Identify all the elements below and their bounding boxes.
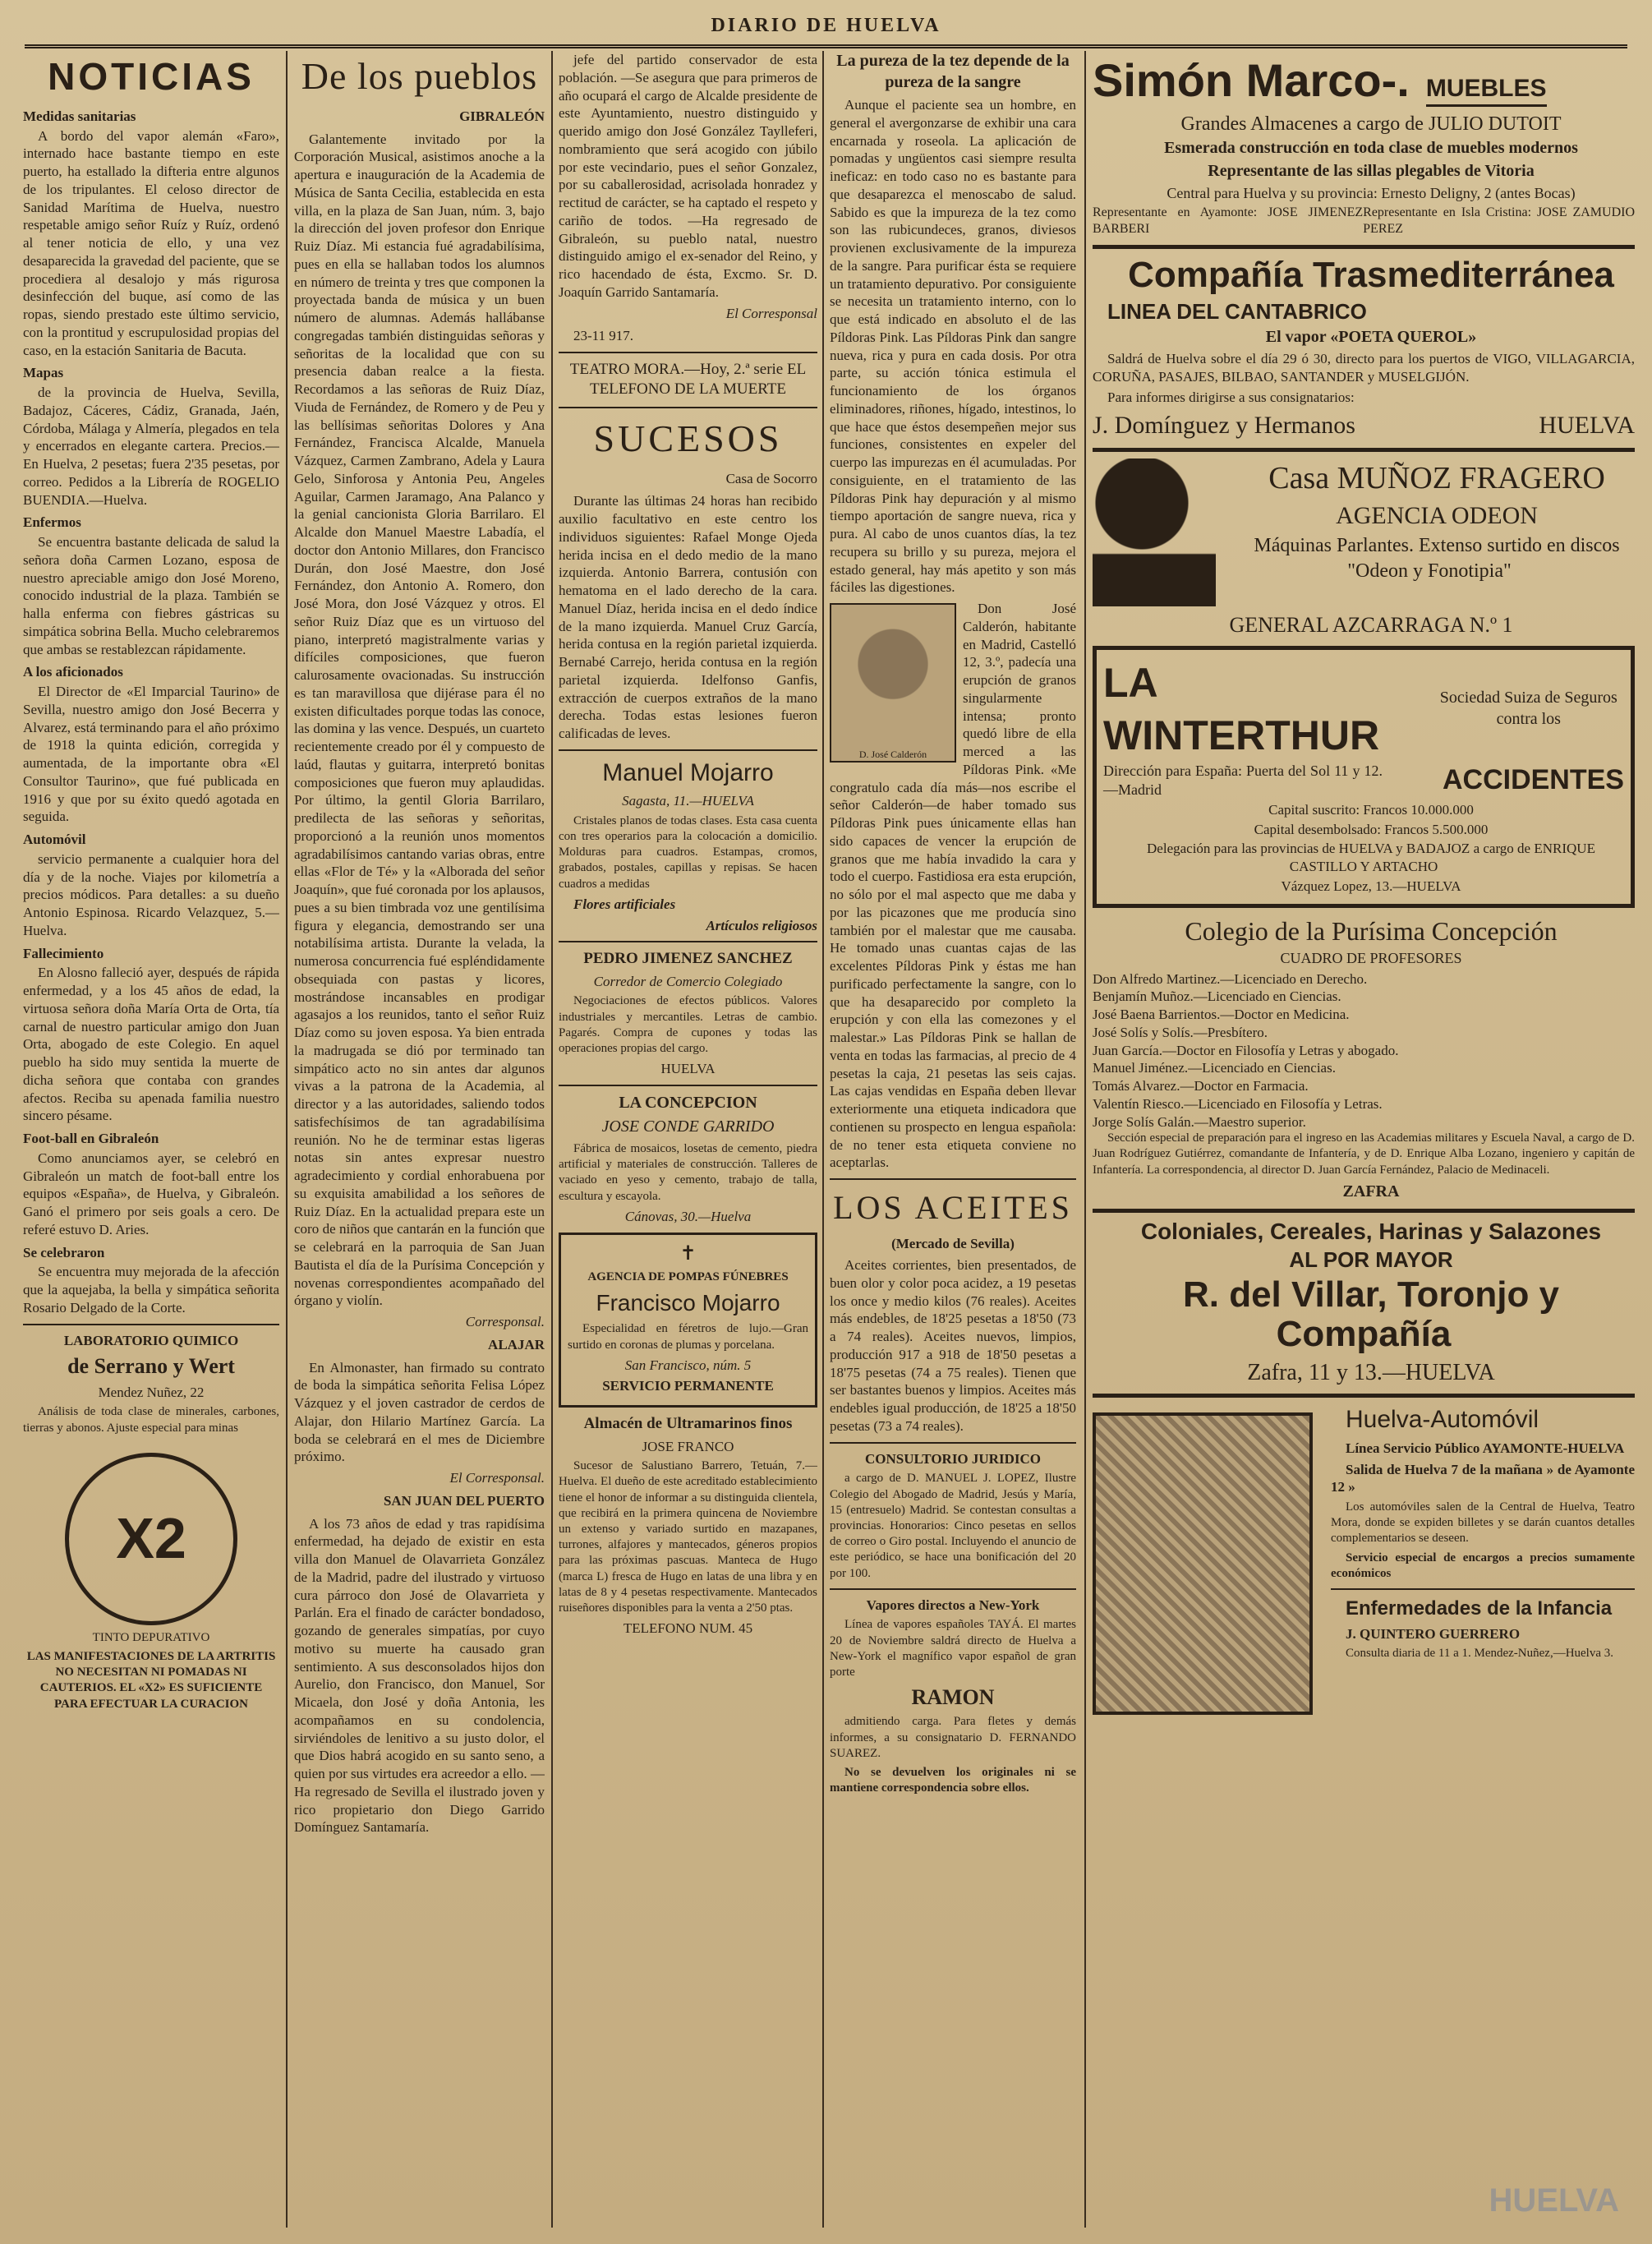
profesor-line: José Solís y Solís.—Presbítero. <box>1093 1024 1268 1040</box>
ad-villar-sub: AL POR MAYOR <box>1289 1247 1453 1273</box>
funeral-name: Francisco Mojarro <box>596 1290 780 1316</box>
ad-cia-line: LINEA DEL CANTABRICO <box>1107 298 1367 324</box>
profesor-line: Tomás Alvarez.—Doctor en Farmacia. <box>1093 1078 1309 1094</box>
ad-villar-name: R. del Villar, Toronjo y Compañía <box>1182 1274 1560 1355</box>
funeral-text: Especialidad en féretros de lujo.—Gran surtido en coronas de plumas y porcelana. <box>568 1322 808 1352</box>
cross-icon: ✝ <box>679 1242 697 1265</box>
divider <box>1093 245 1635 249</box>
ad-simon-text1: Esmerada construcción en toda clase de muebles modernos <box>1164 139 1578 158</box>
ad-concepcion-text: Fábrica de mosaicos, losetas de cemento, piedra artificial y materiales de construcción. Talleres de vaciado en yeso y cemento, trabajo de talla, escultura y escayola. <box>559 1142 817 1203</box>
lab-text: Análisis de toda clase de minerales, carbones, tierras y abonos. Ajuste especial para minas <box>23 1405 279 1435</box>
news-item-heading: Se celebraron <box>23 1244 105 1260</box>
signature: Corresponsal. <box>465 1314 545 1330</box>
profesor-line: Benjamín Muñoz.—Licenciado en Ciencias. <box>1093 988 1341 1005</box>
lab-name: de Serrano y Wert <box>67 1354 235 1379</box>
column-anuncios <box>1093 51 1635 2228</box>
divider <box>1093 1209 1635 1213</box>
column-rule <box>822 51 824 2228</box>
ad-wint-acc: ACCIDENTES <box>1442 763 1624 795</box>
ad-concepcion-name: JOSE CONDE GARRIDO <box>601 1117 775 1136</box>
profesor-line: Jorge Solís Galán.—Maestro superior. <box>1093 1113 1306 1130</box>
ad-wint-title: LA WINTERTHUR <box>1103 659 1380 758</box>
news-item-heading: Foot-ball en Gibraleón <box>23 1131 159 1147</box>
pureza-testimonial: Don José Calderón, habitante en Madrid, Castelló 12, 3.º, padecía una erupción de granos singularmente intensa; pronto quedó libre de ella merced a las Píldoras Pink. «Me congratulo cada día más—nos escribe el señor Calderón—de haber tomado sus Píldoras Pink pues únicamente ellas han sido capaces de vencer la erupción de granos que me había invadido la cara y todo el cuerpo. Fastidiosa era esta erupción, no sólo por el mal aspecto que me daba y por las picazones que me producía sino también por el malestar que me causaba. He tomado unas cuantas cajas de las excelentes Píldoras Pink y éstas me han purificado perfectamente la sangre, con lo que ha desaparecido por completo la erupción y con ella las comezones y el malestar.» Las Píldoras Pink se hallan de venta en todas las farmacias, al precio de 4 pesetas la caja, 21 pesetas las seis cajas. Las cajas vendidas en España deben llevar exteriormente una etiqueta indicadora que contienen su prospecto en lengua española: de no tener esta etiqueta conviene no aceptarlas. <box>830 601 1076 1171</box>
news-item-heading: A los aficionados <box>23 664 123 680</box>
place-san-juan: SAN JUAN DEL PUERTO <box>383 1492 545 1509</box>
ad-auto-line: Línea Servicio Público AYAMONTE-HUELVA <box>1346 1440 1625 1456</box>
ad-casa-title: Casa MUÑOZ FRAGERO <box>1268 461 1605 496</box>
portrait-image <box>830 603 956 763</box>
profesor-line: Manuel Jiménez.—Licenciado en Ciencias. <box>1093 1060 1336 1076</box>
funeral-head: AGENCIA DE POMPAS FÚNEBRES <box>587 1270 789 1284</box>
signature: El Corresponsal <box>725 305 817 321</box>
ad-simon-sub: Grandes Almacenes a cargo de JULIO DUTOIT <box>1180 113 1562 135</box>
portrait-caption: D. José Calderón <box>858 748 927 760</box>
ad-simon-reps <box>1093 205 1635 238</box>
vapores-ship: RAMON <box>911 1685 995 1710</box>
ad-concepcion-address: Cánovas, 30.—Huelva <box>624 1208 752 1224</box>
ad-colegio-profesores <box>1093 970 1635 1131</box>
news-item-text: de la provincia de Huelva, Sevilla, Badajoz, Cáceres, Cádiz, Granada, Jaén, Córdoba, Málaga y Almería, plegados en tela y encerrados en elegante cartera. Precios.—En Huelva, 2 pesetas; fuera 2'35 pesetas, por correo. Pedidos a la Librería de ROGELIO BUENDIA.—Huelva. <box>23 385 279 508</box>
news-item-text: A bordo del vapor alemán «Faro», internado hace bastante tiempo en este puerto, ha estallado la difteria entre algunos de los tripulantes. El celoso director de Sanidad Marítima de Huelva, nuestro respetable amigo señor Ruíz y Ruíz, ordenó al tener noticia de ello, y una vez desaparecida la gravedad del paciente, que se procediera al desalojo y más rigurosa desinfección del buque, así como de las ropas, siendo prestado este último servicio, con la prontitud y escrupulosidad propias del caso, en la estación Sanitaria de Bacuta. <box>23 127 279 358</box>
ad-simon-tag: MUEBLES <box>1426 73 1547 107</box>
ad-cia-agent: J. Domínguez y Hermanos <box>1093 412 1355 440</box>
news-item-heading: Fallecimiento <box>23 945 104 961</box>
ad-mojarro-text: Cristales planos de todas clases. Esta casa cuenta con tres operarios para la colocación a domicilio. Molduras para cuadros. Estampas, cromos, grabados, postales, capillas y repisas. Se hacen cuadros a medidas <box>559 813 817 891</box>
footnote: No se devuelven los originales ni se mantiene correspondencia sobre ellos. <box>830 1766 1076 1795</box>
vapores-title: Vapores directos a New-York <box>866 1597 1040 1613</box>
lab-title: LABORATORIO QUIMICO <box>63 1332 239 1348</box>
ad-pjs-city: HUELVA <box>660 1061 716 1077</box>
ad-cia-ship: El vapor «POETA QUEROL» <box>1265 328 1477 347</box>
column-rule <box>551 51 553 2228</box>
ad-almacen-title: Almacén de Ultramarinos finos <box>583 1415 793 1433</box>
news-item-text: El Director de «El Imparcial Taurino» de Sevilla, nuestro amigo don José Becerra y Alvarez, está terminando para el año próximo de 1918 la quinta edición, corregida y aumentada, de la importante obra «El Consultor Taurino», que fué publicada en 1916 y que por su éxito quedó agotada en seguida. <box>23 684 279 825</box>
ad-auto-salidas: Salida de Huelva 7 de la mañana » de Ayamonte 12 » <box>1331 1461 1635 1495</box>
ad-enf-text: Consulta diaria de 11 a 1. Mendez-Nuñez,—Huelva 3. <box>1346 1647 1614 1661</box>
aceites-sub: (Mercado de Sevilla) <box>891 1236 1015 1252</box>
column-sucesos <box>559 51 817 2228</box>
divider <box>830 1178 1076 1180</box>
pureza-text: Aunque el paciente sea un hombre, en general el avergonzarse de exhibir una cara encarnada y roseola. La aplicación de pomadas y ungüentos casi siempre resulta ineficaz: en todo caso no es bastante para que desaparezca el menoscabo de salud. Sabido es que la impureza de la tez como son las rubicundeces, granos, diviesos provienen exclusivamente de la impureza de la sangre. Para purificar ésta se requiere un tratamiento depurativo. Por consiguiente se necesita un tratamiento interno, con lo que está indicado en absoluto el de las Píldoras Pink. Las Píldoras Pink dan sangre nueva, rica y pura en cada dosis. Por otra parte, su acción tónica estimula el funcionamiento de los órganos eliminadores, riñones, hígado, intestinos, lo que hace que éstos desempeñen mejor sus funciones, consistentes en expeler del cuerpo las impurezas en él acumuladas. Por consiguiente, en el tratamiento de las Píldoras Pink hay depuración y al mismo tiempo aportación de sangre nueva, rica y pura. Al cabo de unos cuantos días, la tez recupera su brillo y su pureza, mejora el estado general, hay más apetito y son más fáciles las digestiones. <box>830 97 1076 596</box>
ad-casa-address: GENERAL AZCARRAGA N.º 1 <box>1229 613 1513 638</box>
ad-auto-encargos: Servicio especial de encargos a precios sumamente económicos <box>1331 1551 1635 1580</box>
column-pueblos <box>294 51 545 2228</box>
article-gibraleon: Galantemente invitado por la Corporación Musical, asistimos anoche a la apertura e inauguración de la Academia de Música de Santa Cecilia, establecida en esta villa, en la plaza de San Juan, núm. 3, bajo la dirección del joven profesor don Enrique Ruiz Díaz. Mi estancia fué agradabilísima, pues en ella se hallaban todos los alumnos en número de treinta y tres que componen la proyectada banda de música y un buen número de alumnas. Además hallábanse congregadas también distinguidas señoras y señoritas de la localidad que con su presencia daban realce a la fiesta. Recordamos a las señoras de Ruiz Díaz, Viuda de Fernández, de Romero y de Peu y las bellísimas señoritas Dolores y Ana Fernández, Francisca Alcalde, Manuela Vázquez, Carmen Zambrano, Adela y Laura Gelo, Sinforosa y Antonia Peu, Angeles Aguilar, Carmen Jaramago, Ana Palanco y la genial cancionista Gloria Barrilaro. El Alcalde don Manuel Maestre Labadía, el doctor don Antonio Millares, don Francisco Durán, don José Maestre, don José Fernández, don Antonio A. Romero, don José Mora, don José Vázquez y otros. El señor Ruiz Díaz que es un virtuoso del piano, interpretó magistralmente varias y difíciles composiciones, que fueron calurosamente ovacionadas. Su instrucción es tan maravillosa que dijérase para él no existen dificultades porque todas las conoce, las domina y las vence. Después, un cuarteto recientemente creado por él y compuesto de laúd, flautas y guitarra, interpretó bonitas composiciones que fueron muy aplaudidas. Por último, la gentil Gloria Barrilaro, predilecta de las señoras y señoritas, proporcionó a la reunión unos momentos agradabilísimos cantando varias obras, entre ellas «Flor de Té» y la «Alborada del señor Joaquín», que fué coronada por los aplausos, pues a su bien timbrada voz une gentilísima figura y elegancia, demostrando ser una notabilísima artista. Durante la velada, la numerosa concurrencia fué espléndidamente obsequiada con pastas y licores, mostrándose incansables en prodigar agasajos a los reunidos, tanto el señor Ruiz Díaz como su joven esposa. Ya bien entrada la madrugada se dió por terminado tan simpático acto no sin antes dar algunos vivas a la patrona de la Academia, al director y a las autoridades, saliendo todos satisfechísimos de tan agradabilísima reunión. No he de terminar estas ligeras notas sin antes expresar nuestro agradecimiento y cordial enhorabuena por su exquisita amabilidad a los señores de Ruiz Díaz. En la actualidad prepara este un coro de niños que cantarán en la función que se celebrará en la parroquia de San Juan Bautista el día de la Purísima Concepción y novenas correspondientes acompañado del órgano y violín. <box>294 131 545 1309</box>
profesor-line: Valentín Riesco.—Licenciado en Filosofía y Letras. <box>1093 1095 1383 1112</box>
section-title-noticias: NOTICIAS <box>48 55 255 98</box>
lab-address: Mendez Nuñez, 22 <box>98 1384 205 1400</box>
news-item-text: Como anunciamos ayer, se celebró en Gibraleón un match de foot-ball entre los equipos «España», de Huelva, y Gibraleón. Ganó el primero por seis goals a cero. De referé estuvo D. Aries. <box>23 1150 279 1237</box>
column-rule <box>286 51 288 2228</box>
consultorio-text: a cargo de D. MANUEL J. LOPEZ, Ilustre Colegio del Abogado de Madrid, Jesús y María, 15 (entresuelo) Madrid. Se contestan consultas a provincias. Honorarios: Cinco pesetas en sellos de correo o Giro postal. Incluyendo el anuncio de este periódico, se hace una bonificación del 20 por 100. <box>830 1472 1076 1580</box>
article-san-juan: A los 73 años de edad y tras rapidísima enfermedad, ha dejado de existir en esta villa don Manuel de Olavarrieta González de la Madrid, padre del ilustrado y virtuoso cura párroco don José de Olavarrieta y Parlán. Era el finado de carácter bondadoso, gozando de generales simpatías, por cuyo motivo su muerte ha causado gran sentimiento. A sus desconsolados hijos don Aurelio, don Francisco, don Manuel, Sor Micaela, don José y doña Antonia, les acompañamos en su condolencia, sirviéndoles de lenitivo a su justo dolor, el que Dios habrá acogido en su santo seno, a quien por sus virtudes era acreedor a ello. —Ha regresado de Sevilla el ilustrado joven y rico propietario don Diego Garrido Domínguez Santamaría. <box>294 1515 545 1836</box>
column-pureza <box>830 51 1076 2228</box>
ad-enf-title: Enfermedades de la Infancia <box>1346 1597 1613 1620</box>
ad-casa-text: Máquinas Parlantes. Extenso surtido en discos "Odeon y Fonotipia" <box>1254 535 1620 583</box>
news-item-heading: Automóvil <box>23 832 86 848</box>
ad-concepcion-title: LA CONCEPCION <box>619 1093 757 1112</box>
ad-simon-rep2: Representante en Isla Cristina: JOSE ZAMUDIO PEREZ <box>1363 205 1635 237</box>
signature: El Corresponsal. <box>449 1470 545 1486</box>
ad-auto-title: Huelva-Automóvil <box>1346 1406 1539 1434</box>
ad-flores: Flores artificiales <box>573 896 676 912</box>
ad-auto-text: Los automóviles salen de la Central de Huelva, Teatro Mora, donde se expiden billetes y se darán cuantos detalles complementarios se deseen. <box>1331 1500 1635 1546</box>
ad-huelva-automovil <box>1331 1404 1635 1661</box>
stamp-mark: X2 <box>116 1505 186 1570</box>
ad-wint-row <box>1103 762 1624 799</box>
ad-simon-text2: Representante de las sillas plegables de Vitoria <box>1208 161 1535 180</box>
article-continued: jefe del partido conservador de esta población. —Se asegura que para primeros de año ocupará el cargo de Alcalde presidente de este Ayuntamiento, nuestro distinguido y querido amigo don José González Taylleferi, nombramiento que será acogido con júbilo por este vecindario, pues el señor Gonzalez, por su caballerosidad, acrisolada honradez y rectitud de carácter, se ha captado el respeto y cariño de todos. —Ha regresado de Gibraleón, su pueblo natal, nuestro distinguido amigo el ex-senador del Reino, y rico hacendado de ésta, Excmo. Sr. D. Joaquín Garrido Santamaría. <box>559 52 817 300</box>
ad-winterthur <box>1093 646 1635 908</box>
depurativo-stamp <box>65 1453 237 1625</box>
ad-mojarro-address: Sagasta, 11.—HUELVA <box>622 793 754 809</box>
ad-villar-addr: Zafra, 11 y 13.—HUELVA <box>1247 1359 1495 1385</box>
ad-colegio-text: Sección especial de preparación para el ingreso en las Academias militares y Escuela Naval, a cargo de D. Juan Rodríguez Gutiérrez, comandante de Infantería, y de D. Enrique Alba Lozano, ingeniero y capitán de Infantería. La correspondencia, al director D. Juan García Fernández, Palacio de Medinaceli. <box>1093 1131 1635 1177</box>
ad-casa-sub: AGENCIA ODEON <box>1336 502 1538 530</box>
news-items <box>23 108 279 1317</box>
place-alajar: ALAJAR <box>488 1336 545 1352</box>
ad-simon-rep1: Representante en Ayamonte: JOSE JIMENEZ BARBERI <box>1093 205 1364 237</box>
divider <box>1093 1394 1635 1398</box>
date-line: 23-11 917. <box>573 328 634 344</box>
news-item-heading: Mapas <box>23 365 64 381</box>
section-title-sucesos: SUCESOS <box>593 417 783 459</box>
ad-cia-agent-row <box>1093 410 1635 441</box>
stamp-caption: LAS MANIFESTACIONES DE LA ARTRITIS NO NECESITAN NI POMADAS NI CAUTERIOS. EL «X2» ES SUFICIENTE PARA EFECTUAR LA CURACION <box>26 1649 276 1711</box>
masthead: DIARIO DE HUELVA <box>25 15 1627 48</box>
ad-simon-header <box>1093 51 1635 110</box>
section-title-pueblos: De los pueblos <box>301 55 538 97</box>
teatro-notice: TEATRO MORA.—Hoy, 2.ª serie EL TELEFONO DE LA MUERTE <box>569 361 807 399</box>
ad-wint-header <box>1103 657 1624 762</box>
ad-almacen-tel: TELEFONO NUM. 45 <box>623 1620 753 1637</box>
news-item-heading: Medidas sanitarias <box>23 108 136 124</box>
ad-wint-cap1: Capital suscrito: Francos 10.000.000 <box>1268 801 1474 818</box>
ad-wint-addr: Vázquez Lopez, 13.—HUELVA <box>1281 878 1461 894</box>
ad-cia-inf: Para informes dirigirse a sus consignatarios: <box>1107 389 1355 406</box>
divider <box>1331 1588 1635 1590</box>
ad-articulos: Artículos religiosos <box>706 917 817 933</box>
profesor-line: José Baena Barrientos.—Doctor en Medicina. <box>1093 1007 1350 1022</box>
funeral-service: SERVICIO PERMANENTE <box>602 1378 774 1394</box>
aceites-title: LOS ACEITES <box>833 1189 1073 1227</box>
column-noticias <box>23 51 279 2228</box>
news-item-heading: Enfermos <box>23 514 81 531</box>
divider <box>830 1442 1076 1444</box>
ad-pjs-text: Negociaciones de efectos públicos. Valores industriales y mercantiles. Letras de cambio. Pagarés. Compra de cupones y todas las operaciones propias del cargo. <box>559 994 817 1055</box>
profesor-line: Don Alfredo Martinez.—Licenciado en Derecho. <box>1093 970 1368 987</box>
divider <box>559 407 817 408</box>
vapores-text2: admitiendo carga. Para fletes y demás informes, a su consignatario D. FERNANDO SUAREZ. <box>830 1715 1076 1760</box>
divider <box>23 1324 279 1325</box>
ad-wint-dir: Dirección para España: Puerta del Sol 11 y 12.—Madrid <box>1103 762 1383 798</box>
ad-munoz-fragero <box>1093 458 1635 638</box>
ad-enf-doc: J. QUINTERO GUERRERO <box>1346 1625 1521 1642</box>
ad-mojarro-name: Manuel Mojarro <box>602 758 774 786</box>
ad-pjs-name: PEDRO JIMENEZ SANCHEZ <box>583 950 793 968</box>
ad-simon-title: Simón Marco-. <box>1093 54 1410 106</box>
divider <box>559 352 817 353</box>
ad-cia-title: Compañía Trasmediterránea <box>1128 254 1614 295</box>
ad-wint-soc: Sociedad Suiza de Seguros contra los <box>1439 689 1617 728</box>
ad-simon-central: Central para Huelva y su provincia: Ernesto Deligny, 2 (antes Bocas) <box>1167 184 1576 201</box>
ad-cia-city: HUELVA <box>1539 412 1635 440</box>
divider <box>830 1588 1076 1590</box>
divider <box>1093 448 1635 452</box>
ad-villar-title: Coloniales, Cereales, Harinas y Salazones <box>1140 1219 1602 1245</box>
pureza-title: La pureza de la tez depende de la pureza de la sangre <box>836 52 1070 91</box>
aceites-text: Aceites corrientes, bien presentados, de buen olor y color poca acidez, a 19 pesetas los once y medio kilos (76 reales). Aceites más endebles, de 18'25 pesetas a 18'50 (73 a 74 reales). Aceites nuevos, limpios, producción 917 a 918 de 18'50 pesetas a 18'75 pesetas (74 a 75 reales). Tienen que ser bastantes buenos y limpios. Aceites más endebles igual producción, de 18'25 a 18'50 pesetas (73 a 74 reales). <box>830 1257 1076 1434</box>
casa-socorro: Casa de Socorro <box>725 470 817 486</box>
ad-almacen-name: JOSE FRANCO <box>642 1438 734 1454</box>
vapores-text: Línea de vapores españoles TAYÁ. El martes 20 de Noviembre saldrá directo de Huelva a New-York el magnífico vapor español de gran porte <box>830 1618 1076 1679</box>
consultorio-title: CONSULTORIO JURIDICO <box>865 1450 1041 1467</box>
divider <box>559 749 817 751</box>
ad-wint-deleg: Delegación para las provincias de HUELVA y BADAJOZ a cargo de ENRIQUE CASTILLO Y ARTACHO <box>1147 841 1595 875</box>
column-rule <box>1084 51 1086 2228</box>
news-item-text: servicio permanente a cualquier hora del día y de la noche. Viajes por kilometría a precios módicos. Para detalles: a su dueño Antonio Espinosa. Ricardo Velazquez, 5.—Huelva. <box>23 850 279 938</box>
ad-funeral <box>559 1233 817 1408</box>
place-gibraleon: GIBRALEÓN <box>459 108 545 124</box>
sucesos-text: Durante las últimas 24 horas han recibido auxilio facultativo en este centro los individuos siguientes: Rafael Monge Ojeda herida incisa en el dedo medio de la mano izquierda. Antonio Barrera, contusión con hematoma en el lado derecho de la cara. Manuel Díaz, herida incisa en el dedo índice de la mano izquierda. Manuel Cruz García, herida contusa en la región parietal izquierda. Bernabé Carrejo, herida contusa en la región parietal izquierda. Idelfonso Ganfis, extracción de cuerpos extraños de la mano derecha. Todas estas lesiones fueron calificadas de leves. <box>559 493 817 741</box>
ceramica-artistica-ad-image <box>1093 1412 1313 1715</box>
ad-wint-cap2: Capital desembolsado: Francos 5.500.000 <box>1254 821 1489 837</box>
funeral-address: San Francisco, núm. 5 <box>624 1357 752 1373</box>
news-item-text: En Alosno falleció ayer, después de rápida enfermedad, y a los 45 años de edad, la virtuosa señora doña María Orta de Orta, tía carnal de nuestro particular amigo don Juan Orta, abogado de este Colegio. En aquel pueblo ha sido muy sentida la muerte de dicha señora que contaba con grandes afectos. Reciba su apenada familia nuestro sincero pésame. <box>23 965 279 1124</box>
phonograph-icon <box>1093 458 1216 606</box>
ad-colegio-city: ZAFRA <box>1342 1182 1400 1200</box>
ad-colegio-title: Colegio de la Purísima Concepción <box>1185 915 1558 946</box>
profesor-line: Juan García.—Doctor en Filosofía y Letras y abogado. <box>1093 1042 1399 1058</box>
ad-almacen-text: Sucesor de Salustiano Barrero, Tetuán, 7.—Huelva. El dueño de este acreditado establecimiento tiene el honor de informar a su distinguida clientela, que recibirá en la primera quincena de Noviembre un extenso y variado surtido en mazapanes, turrones, alfajores y mantecados, géneros propios para las próximas pascuas. Manteca de Hugo (marca L) fresca de Hugo en latas de una libra y en latas de 8 y 4 pesetas respectivamente. Mantecados ruiseñores disponibles para la venta a 2'50 ptas. <box>559 1459 817 1615</box>
divider <box>559 1085 817 1086</box>
article-alajar: En Almonaster, han firmado su contrato de boda la simpática señorita Felisa López Vázquez y el joven castrador de cerdos de Alajar, don Hilario Martínez García. La boda se celebrará en el mes de Diciembre próximo. <box>294 1359 545 1465</box>
news-item-text: Se encuentra muy mejorada de la afección que la aquejaba, la bella y simpática señorita Rosario Delgado de la Corte. <box>23 1264 279 1316</box>
ad-cia-text: Saldrá de Huelva sobre el día 29 ó 30, directo para los puertos de VIGO, VILLAGARCIA, CORUÑA, PASAJES, BILBAO, SANTANDER y MUSELGIJÓN. <box>1093 350 1635 385</box>
watermark-logo: HUELVA <box>1489 2182 1619 2219</box>
news-item-text: Se encuentra bastante delicada de salud la señora doña Carmen Lozano, esposa de nuestro apreciable amigo don José Moreno, conocido industrial de la plaza. También se halla enferma con fiebres gástricas su simpática sobrina Bella. Mucho celebraremos que ambas se restablezcan rápidamente. <box>23 534 279 657</box>
divider <box>559 941 817 942</box>
ad-pjs-role: Corredor de Comercio Colegiado <box>593 973 783 989</box>
stamp-top-text: TINTO DEPURATIVO <box>92 1630 210 1644</box>
ad-colegio-cuadro: CUADRO DE PROFESORES <box>1280 950 1462 967</box>
